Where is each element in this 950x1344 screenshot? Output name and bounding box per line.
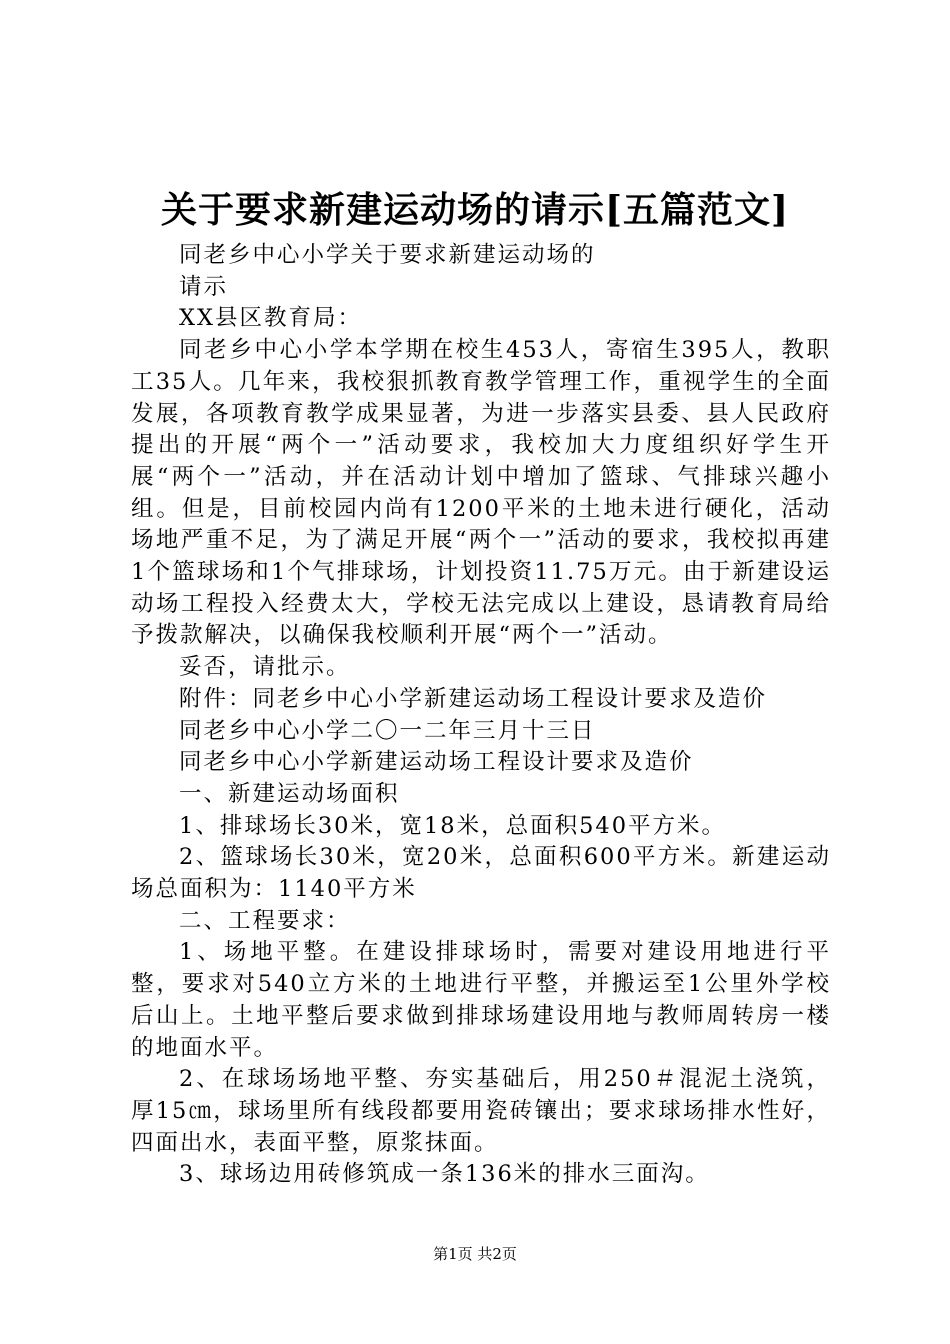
item-concrete-surface: 2、在球场场地平整、夯实基础后，用250＃混泥土浇筑，厚15㎝，球场里所有线段都要用瓷砖镶出；要求球场排水性好，四面出水，表面平整，原浆抹面。 bbox=[131, 1066, 831, 1156]
document-title: 关于要求新建运动场的请示[五篇范文] bbox=[160, 189, 790, 231]
page-footer: 第1页 共2页 bbox=[433, 1245, 517, 1263]
document-body bbox=[131, 240, 831, 1191]
section-heading-area: 一、新建运动场面积 bbox=[179, 780, 400, 807]
item-site-leveling: 1、场地平整。在建设排球场时，需要对建设用地进行平整，要求对540立方米的土地进行平整，并搬运至1公里外学校后山上。土地平整后要求做到排球场建设用地与教师周转房一楼的地面水平。 bbox=[131, 939, 831, 1061]
attachment-title: 同老乡中心小学新建运动场工程设计要求及造价 bbox=[179, 749, 694, 776]
signature-date-line: 同老乡中心小学二〇一二年三月十三日 bbox=[179, 717, 596, 744]
heading-line-1: 同老乡中心小学关于要求新建运动场的 bbox=[179, 242, 596, 268]
heading-line-2: 请示 bbox=[179, 273, 229, 300]
section-heading-requirements: 二、工程要求： bbox=[179, 907, 351, 934]
recipient-line: XX县区教育局： bbox=[179, 305, 363, 332]
item-basketball-court: 2、篮球场长30米，宽20米，总面积600平方米。新建运动场总面积为：1140平方米 bbox=[131, 844, 831, 903]
item-drainage-ditch: 3、球场边用砖修筑成一条136米的排水三面沟。 bbox=[179, 1161, 710, 1188]
body-paragraph-main: 同老乡中心小学本学期在校生453人，寄宿生395人，教职工35人。几年来，我校狠抓教育教学管理工作，重视学生的全面发展，各项教育教学成果显著，为进一步落实县委、县人民政府提出的开展“两个一”活动要求，我校加大力度组织好学生开展“两个一”活动，并在活动计划中增加了篮球、气排球兴趣小组。但是，目前校园内尚有1200平米的土地未进行硬化，活动场地严重不足，为了满足开展“两个一”活动的要求，我校拟再建1个篮球场和1个气排球场，计划投资11.75万元。由于新建设运动场工程投入经费太大，学校无法完成以上建设，恳请教育局给予拨款解决，以确保我校顺利开展“两个一”活动。 bbox=[131, 337, 831, 649]
request-line: 妥否，请批示。 bbox=[179, 654, 351, 681]
item-volleyball-court: 1、排球场长30米，宽18米，总面积540平方米。 bbox=[179, 812, 727, 839]
attachment-line: 附件：同老乡中心小学新建运动场工程设计要求及造价 bbox=[179, 685, 768, 712]
